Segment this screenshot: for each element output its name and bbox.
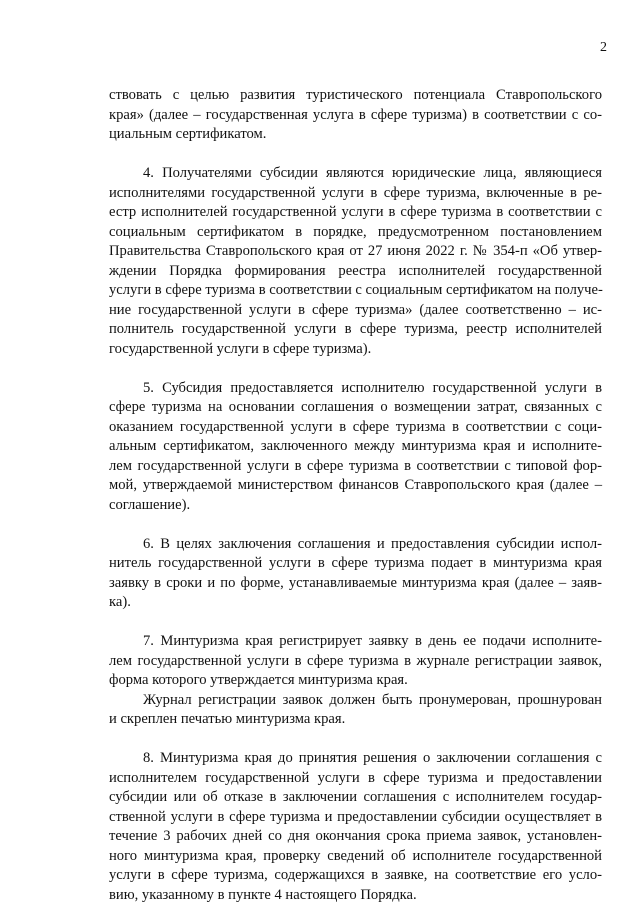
text-line: лем государственной услуги в сфере туризма в соответствии с типовой фор- xyxy=(109,457,602,477)
text-line: услуги в сфере туризма, содержащихся в заявке, на соответствие его усло- xyxy=(109,866,602,886)
text-line: государственной услуги в сфере туризма). xyxy=(109,340,602,360)
paragraph-5 xyxy=(109,379,602,516)
paragraph-continuation xyxy=(109,86,602,145)
document-body xyxy=(109,86,602,905)
text-line: услуги в сфере туризма в соответствии с социальным сертификатом на получе- xyxy=(109,281,602,301)
paragraph-7 xyxy=(109,632,602,691)
text-line: форма которого утверждается минтуризма края. xyxy=(109,671,602,691)
text-line: социальным сертификатом в порядке, предусмотренном постановлением xyxy=(109,223,602,243)
text-line: ка). xyxy=(109,593,602,613)
text-line: края» (далее – государственная услуга в сфере туризма) в соответствии с со- xyxy=(109,106,602,126)
text-line: 5. Субсидия предоставляется исполнителю государственной услуги в xyxy=(109,379,602,399)
text-line: циальным сертификатом. xyxy=(109,125,602,145)
text-line: заявку в сроки и по форме, устанавливаемые минтуризма края (далее – заяв- xyxy=(109,574,602,594)
text-line: лем государственной услуги в сфере туризма в журнале регистрации заявок, xyxy=(109,652,602,672)
page-number: 2 xyxy=(600,40,607,56)
text-line: ного минтуризма края, проверку сведений об исполнителе государственной xyxy=(109,847,602,867)
text-line: и скреплен печатью минтуризма края. xyxy=(109,710,602,730)
text-line: ждении Порядка формирования реестра исполнителей государственной xyxy=(109,262,602,282)
text-line: ственной услуги в сфере туризма и предоставлении субсидии осуществляет в xyxy=(109,808,602,828)
text-line: течение 3 рабочих дней со дня окончания срока приема заявок, установлен- xyxy=(109,827,602,847)
text-line: вию, указанному в пункте 4 настоящего Порядка. xyxy=(109,886,602,905)
text-line: мой, утверждаемой министерством финансов Ставропольского края (далее – xyxy=(109,476,602,496)
paragraph-6 xyxy=(109,535,602,613)
text-line: полнитель государственной услуги в сфере туризма, реестр исполнителей xyxy=(109,320,602,340)
text-line: Журнал регистрации заявок должен быть пронумерован, прошнурован xyxy=(109,691,602,711)
text-line: 4. Получателями субсидии являются юридические лица, являющиеся xyxy=(109,164,602,184)
paragraph-8 xyxy=(109,749,602,905)
paragraph-7-journal xyxy=(109,691,602,730)
text-line: исполнителем государственной услуги в сфере туризма и предоставлении xyxy=(109,769,602,789)
text-line: ствовать с целью развития туристического потенциала Ставропольского xyxy=(109,86,602,106)
paragraph-4 xyxy=(109,164,602,359)
text-line: сфере туризма на основании соглашения о возмещении затрат, связанных с xyxy=(109,398,602,418)
text-line: нитель государственной услуги в сфере туризма подает в минтуризма края xyxy=(109,554,602,574)
text-line: субсидии или об отказе в заключении соглашения с исполнителем государ- xyxy=(109,788,602,808)
text-line: ние государственной услуги в сфере туризма» (далее соответственно – ис- xyxy=(109,301,602,321)
text-line: 7. Минтуризма края регистрирует заявку в день ее подачи исполните- xyxy=(109,632,602,652)
text-line: 8. Минтуризма края до принятия решения о заключении соглашения с xyxy=(109,749,602,769)
text-line: Правительства Ставропольского края от 27 июня 2022 г. № 354-п «Об утвер- xyxy=(109,242,602,262)
text-line: соглашение). xyxy=(109,496,602,516)
text-line: естр исполнителей государственной услуги в сфере туризма в соответствии с xyxy=(109,203,602,223)
text-line: 6. В целях заключения соглашения и предоставления субсидии испол- xyxy=(109,535,602,555)
text-line: альным сертификатом, заключенного между минтуризма края и исполните- xyxy=(109,437,602,457)
text-line: оказанием государственной услуги в сфере туризма в соответствии с соци- xyxy=(109,418,602,438)
text-line: исполнителями государственной услуги в сфере туризма, включенные в ре- xyxy=(109,184,602,204)
